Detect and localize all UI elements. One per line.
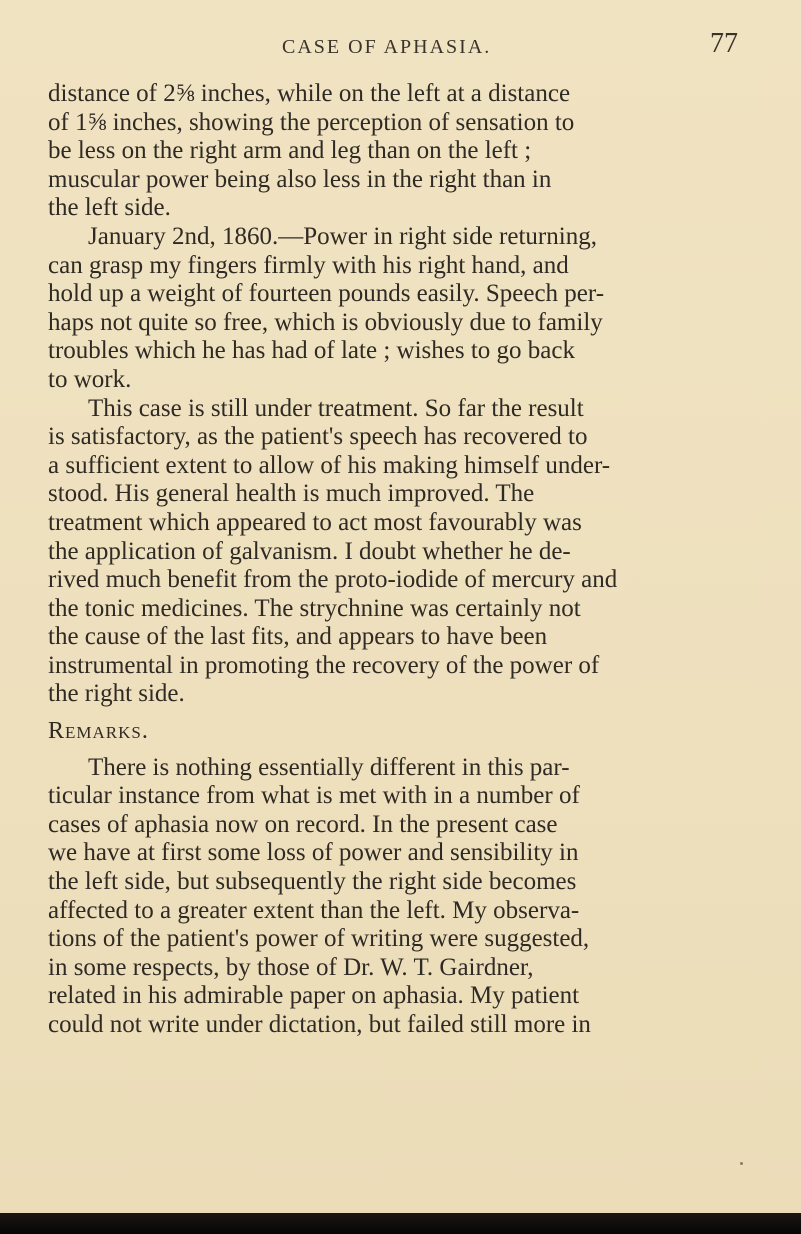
page-number: 77 — [710, 28, 738, 59]
text-line: troubles which he has had of late ; wishes to go back — [48, 337, 575, 365]
remarks-paragraph — [48, 754, 760, 1040]
text-line: in some respects, by those of Dr. W. T. Gairdner, — [48, 953, 534, 981]
running-head: CASE OF APHASIA. — [282, 36, 492, 58]
section-heading-remarks: Remarks. — [48, 718, 149, 745]
text-line: affected to a greater extent than the left. My observa- — [48, 896, 580, 924]
text-line: the tonic medicines. The strychnine was certainly not — [48, 594, 581, 622]
text-line: tions of the patient's power of writing were suggested, — [48, 925, 590, 953]
text-line: There is nothing essentially different in this par- — [88, 753, 570, 781]
text-line: haps not quite so free, which is obviously due to family — [48, 308, 603, 336]
paragraph-1 — [48, 80, 760, 223]
text-line: ticular instance from what is met with in a number of — [48, 782, 580, 810]
text-line: distance of 2⅝ inches, while on the left at a distance — [48, 80, 571, 107]
text-line: to work. — [48, 365, 132, 393]
text-line: of 1⅝ inches, showing the perception of sensation to — [48, 108, 575, 136]
page-header — [0, 28, 801, 68]
text-line: a sufficient extent to allow of his making himself under- — [48, 451, 611, 479]
text-line: can grasp my fingers firmly with his right hand, and — [48, 251, 569, 279]
body-text — [48, 80, 760, 1040]
text-line: cases of aphasia now on record. In the present case — [48, 810, 558, 838]
text-line: could not write under dictation, but failed still more in — [48, 1011, 591, 1038]
text-line: the application of galvanism. I doubt whether he de- — [48, 537, 571, 565]
text-line: related in his admirable paper on aphasia. My patient — [48, 982, 580, 1010]
text-line: hold up a weight of fourteen pounds easily. Speech per- — [48, 280, 605, 308]
text-line: muscular power being also less in the right than in — [48, 165, 552, 193]
text-line: the cause of the last fits, and appears to have been — [48, 623, 548, 651]
text-line: the left side. — [48, 194, 171, 222]
paragraph-2 — [48, 223, 760, 395]
text-line: stood. His general health is much improved. The — [48, 480, 535, 508]
text-line: be less on the right arm and leg than on the left ; — [48, 137, 532, 165]
text-line: is satisfactory, as the patient's speech has recovered to — [48, 423, 588, 451]
text-line: treatment which appeared to act most favourably was — [48, 508, 582, 536]
text-line: This case is still under treatment. So far the result — [88, 394, 584, 422]
text-line: the right side. — [48, 680, 185, 708]
page-bottom-edge-shadow — [0, 1213, 801, 1234]
text-line: we have at first some loss of power and sensibility in — [48, 839, 579, 867]
text-line: January 2nd, 1860.—Power in right side returning, — [88, 222, 597, 250]
paragraph-3 — [48, 395, 760, 710]
paper-speck — [740, 1162, 743, 1165]
text-line: rived much benefit from the proto-iodide of mercury and — [48, 566, 618, 594]
text-line: instrumental in promoting the recovery of the power of — [48, 651, 600, 679]
text-line: the left side, but subsequently the right side becomes — [48, 868, 577, 896]
